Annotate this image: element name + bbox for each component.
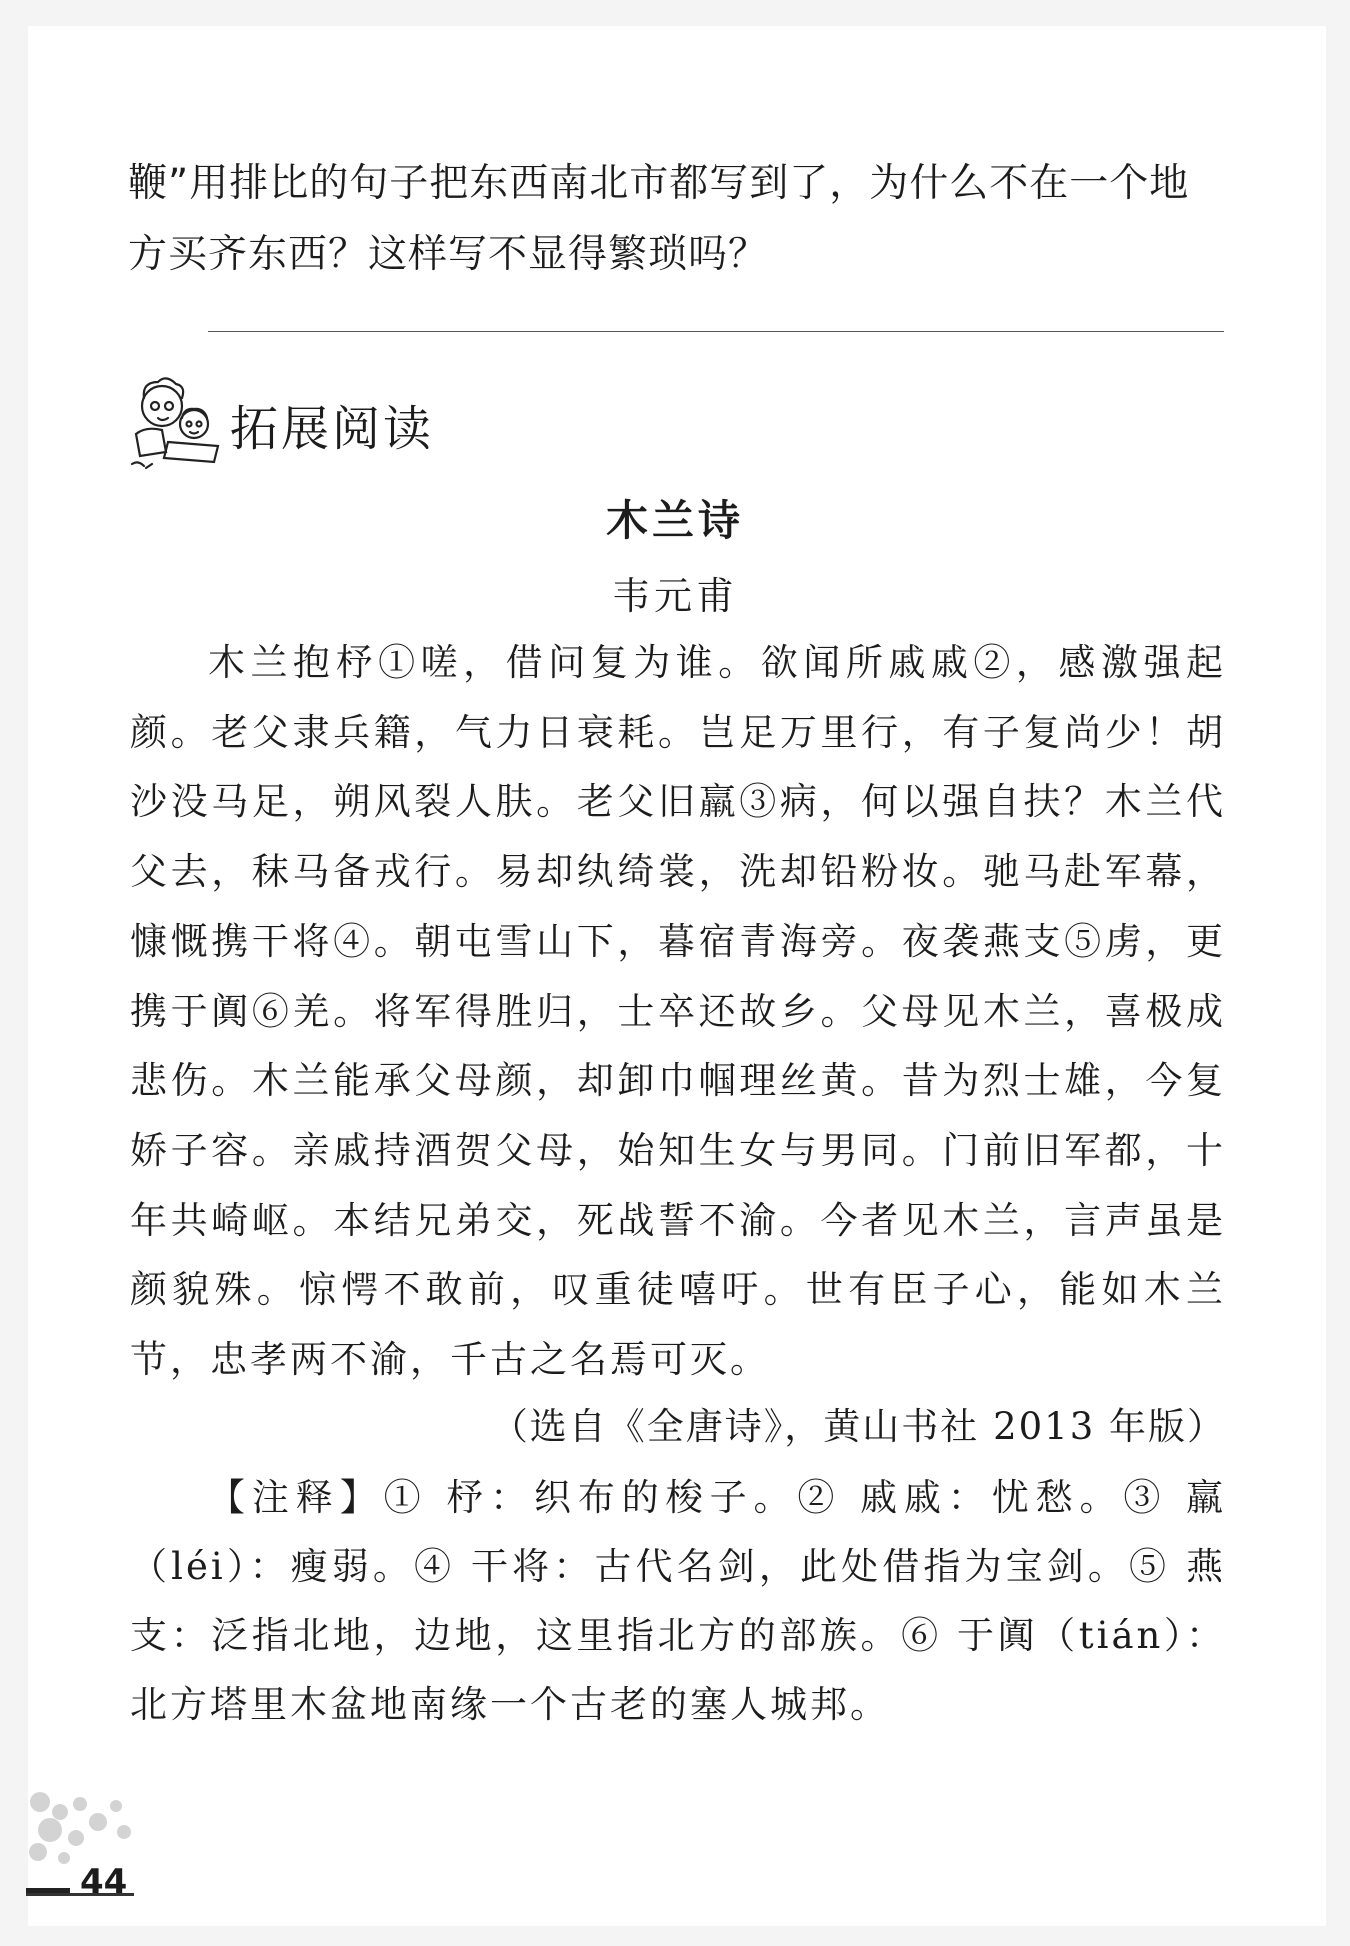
page-number: 44 <box>80 1862 128 1902</box>
answer-line <box>208 331 1224 332</box>
section-header <box>122 368 522 478</box>
poem-author: 韦元甫 <box>611 574 738 618</box>
lead-paragraph: 鞭”用排比的句子把东西南北市都写到了，为什么不在一个地方买齐东西？这样写不显得繁琐吗？ <box>128 161 1190 277</box>
poem-title: 木兰诗 <box>605 496 744 545</box>
reading-kids-icon <box>122 368 232 478</box>
annotation-notes: 【注释】① 杼：织布的梭子。② 戚戚：忧愁。③ 羸（léi）：瘦弱。④ 干将：古代名剑，此处借指为宝剑。⑤ 燕支：泛指北地，边地，这里指北方的部族。⑥ 于阗（tián）：北方塔里木盆地南缘一个古老的塞人城邦。 <box>130 1476 1226 1726</box>
section-title: 拓展阅读 <box>230 401 435 457</box>
poem-body: 木兰抱杼①嗟，借问复为谁。欲闻所戚戚②，感激强起颜。老父隶兵籍，气力日衰耗。岂足万里行，有子复尚少！胡沙没马足，朔风裂人肤。老父旧羸③病，何以强自扶？木兰代父去，秣马备戎行。易却纨绮裳，洗却铅粉妆。驰马赴军幕，慷慨携干将④。朝屯雪山下，暮宿青海旁。夜袭燕支⑤虏，更携于阗⑥羌。将军得胜归，士卒还故乡。父母见木兰，喜极成悲伤。木兰能承父母颜，却卸巾帼理丝黄。昔为烈士雄，今复娇子容。亲戚持酒贺父母，始知生女与男同。门前旧军都，十年共崎岖。本结兄弟交，死战誓不渝。今者见木兰，言声虽是颜貌殊。惊愕不敢前，叹重徒嘻吁。世有臣子心，能如木兰节，忠孝两不渝，千古之名焉可灭。 <box>130 641 1226 1382</box>
poem-source: （选自《全唐诗》，黄山书社 2013 年版） <box>490 1405 1226 1448</box>
